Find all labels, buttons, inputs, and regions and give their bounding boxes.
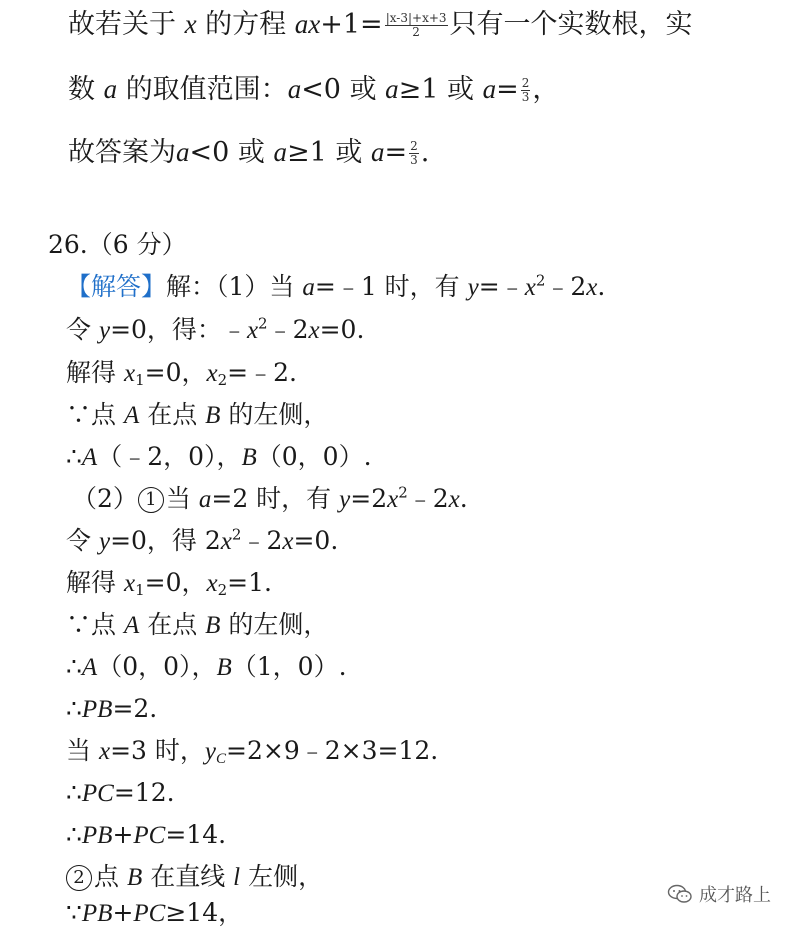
watermark: [667, 881, 771, 907]
text-line: 2 点 B 在直线 l 左侧，: [66, 861, 323, 894]
text-line: ∵点 A 在点 B 的左侧，: [66, 400, 329, 429]
text-line: 解得 $x_1=0$，$x_2=1$.: [66, 568, 272, 599]
text-line: 故答案为a<0 或 a≥1 或 a= $\frac{2}{3}$ .: [68, 137, 430, 168]
text-line: ∴PC=12.: [66, 778, 175, 807]
text-line: 当 x=3 时，$y_C=2\times 9﹣2\times 3=12$.: [66, 736, 439, 767]
text-line: ∴PB+PC=14.: [66, 820, 227, 849]
text-line: ∴PB=2.: [66, 694, 158, 723]
text-line: 令 y=0，得 $2x^2﹣2x=0$.: [66, 525, 339, 555]
fraction: $\frac{2}{3}$: [410, 139, 418, 167]
circled-number: 2: [66, 865, 92, 891]
text-line: 故若关于 x 的方程 ax+1= $\frac{|x-3|+x+3}{2}$ 只有一个实数根，实: [68, 9, 693, 40]
fraction: $\frac{2}{3}$: [521, 76, 530, 104]
fraction: $\frac{|x-3|+x+3}{2}$: [385, 11, 447, 39]
wechat-icon: [667, 884, 693, 904]
text-line: （2） 1 当 a=2 时，有 $y=2x^2﹣2x$.: [72, 483, 468, 513]
text-line: ∴A（0，0），B（1，0）.: [66, 652, 347, 681]
text-line: 解得 $x_1=0$，$x_2=﹣2$.: [66, 358, 297, 389]
text-line: 数 a 的取值范围：a<0 或 a≥1 或 a= $\frac{2}{3}$ ，: [68, 74, 560, 105]
text-line: ∴A（﹣2，0），B（0，0）.: [66, 442, 372, 471]
text-line: 令 y=0，得：$﹣x^2﹣2x=0$.: [66, 314, 365, 344]
circled-number: 1: [138, 487, 164, 513]
text-line: ∵PB+PC≥14，: [66, 898, 244, 927]
text-line: ∵点 A 在点 B 的左侧，: [66, 610, 329, 639]
text-line: 【解答】解：（1）当 a=﹣1 时，有 $y=﹣x^2﹣2x$.: [66, 271, 606, 301]
question-header: 26.（6 分）: [48, 230, 187, 259]
watermark-text: 成才路上: [699, 885, 771, 906]
answer-tag: 【解答】: [66, 272, 167, 301]
